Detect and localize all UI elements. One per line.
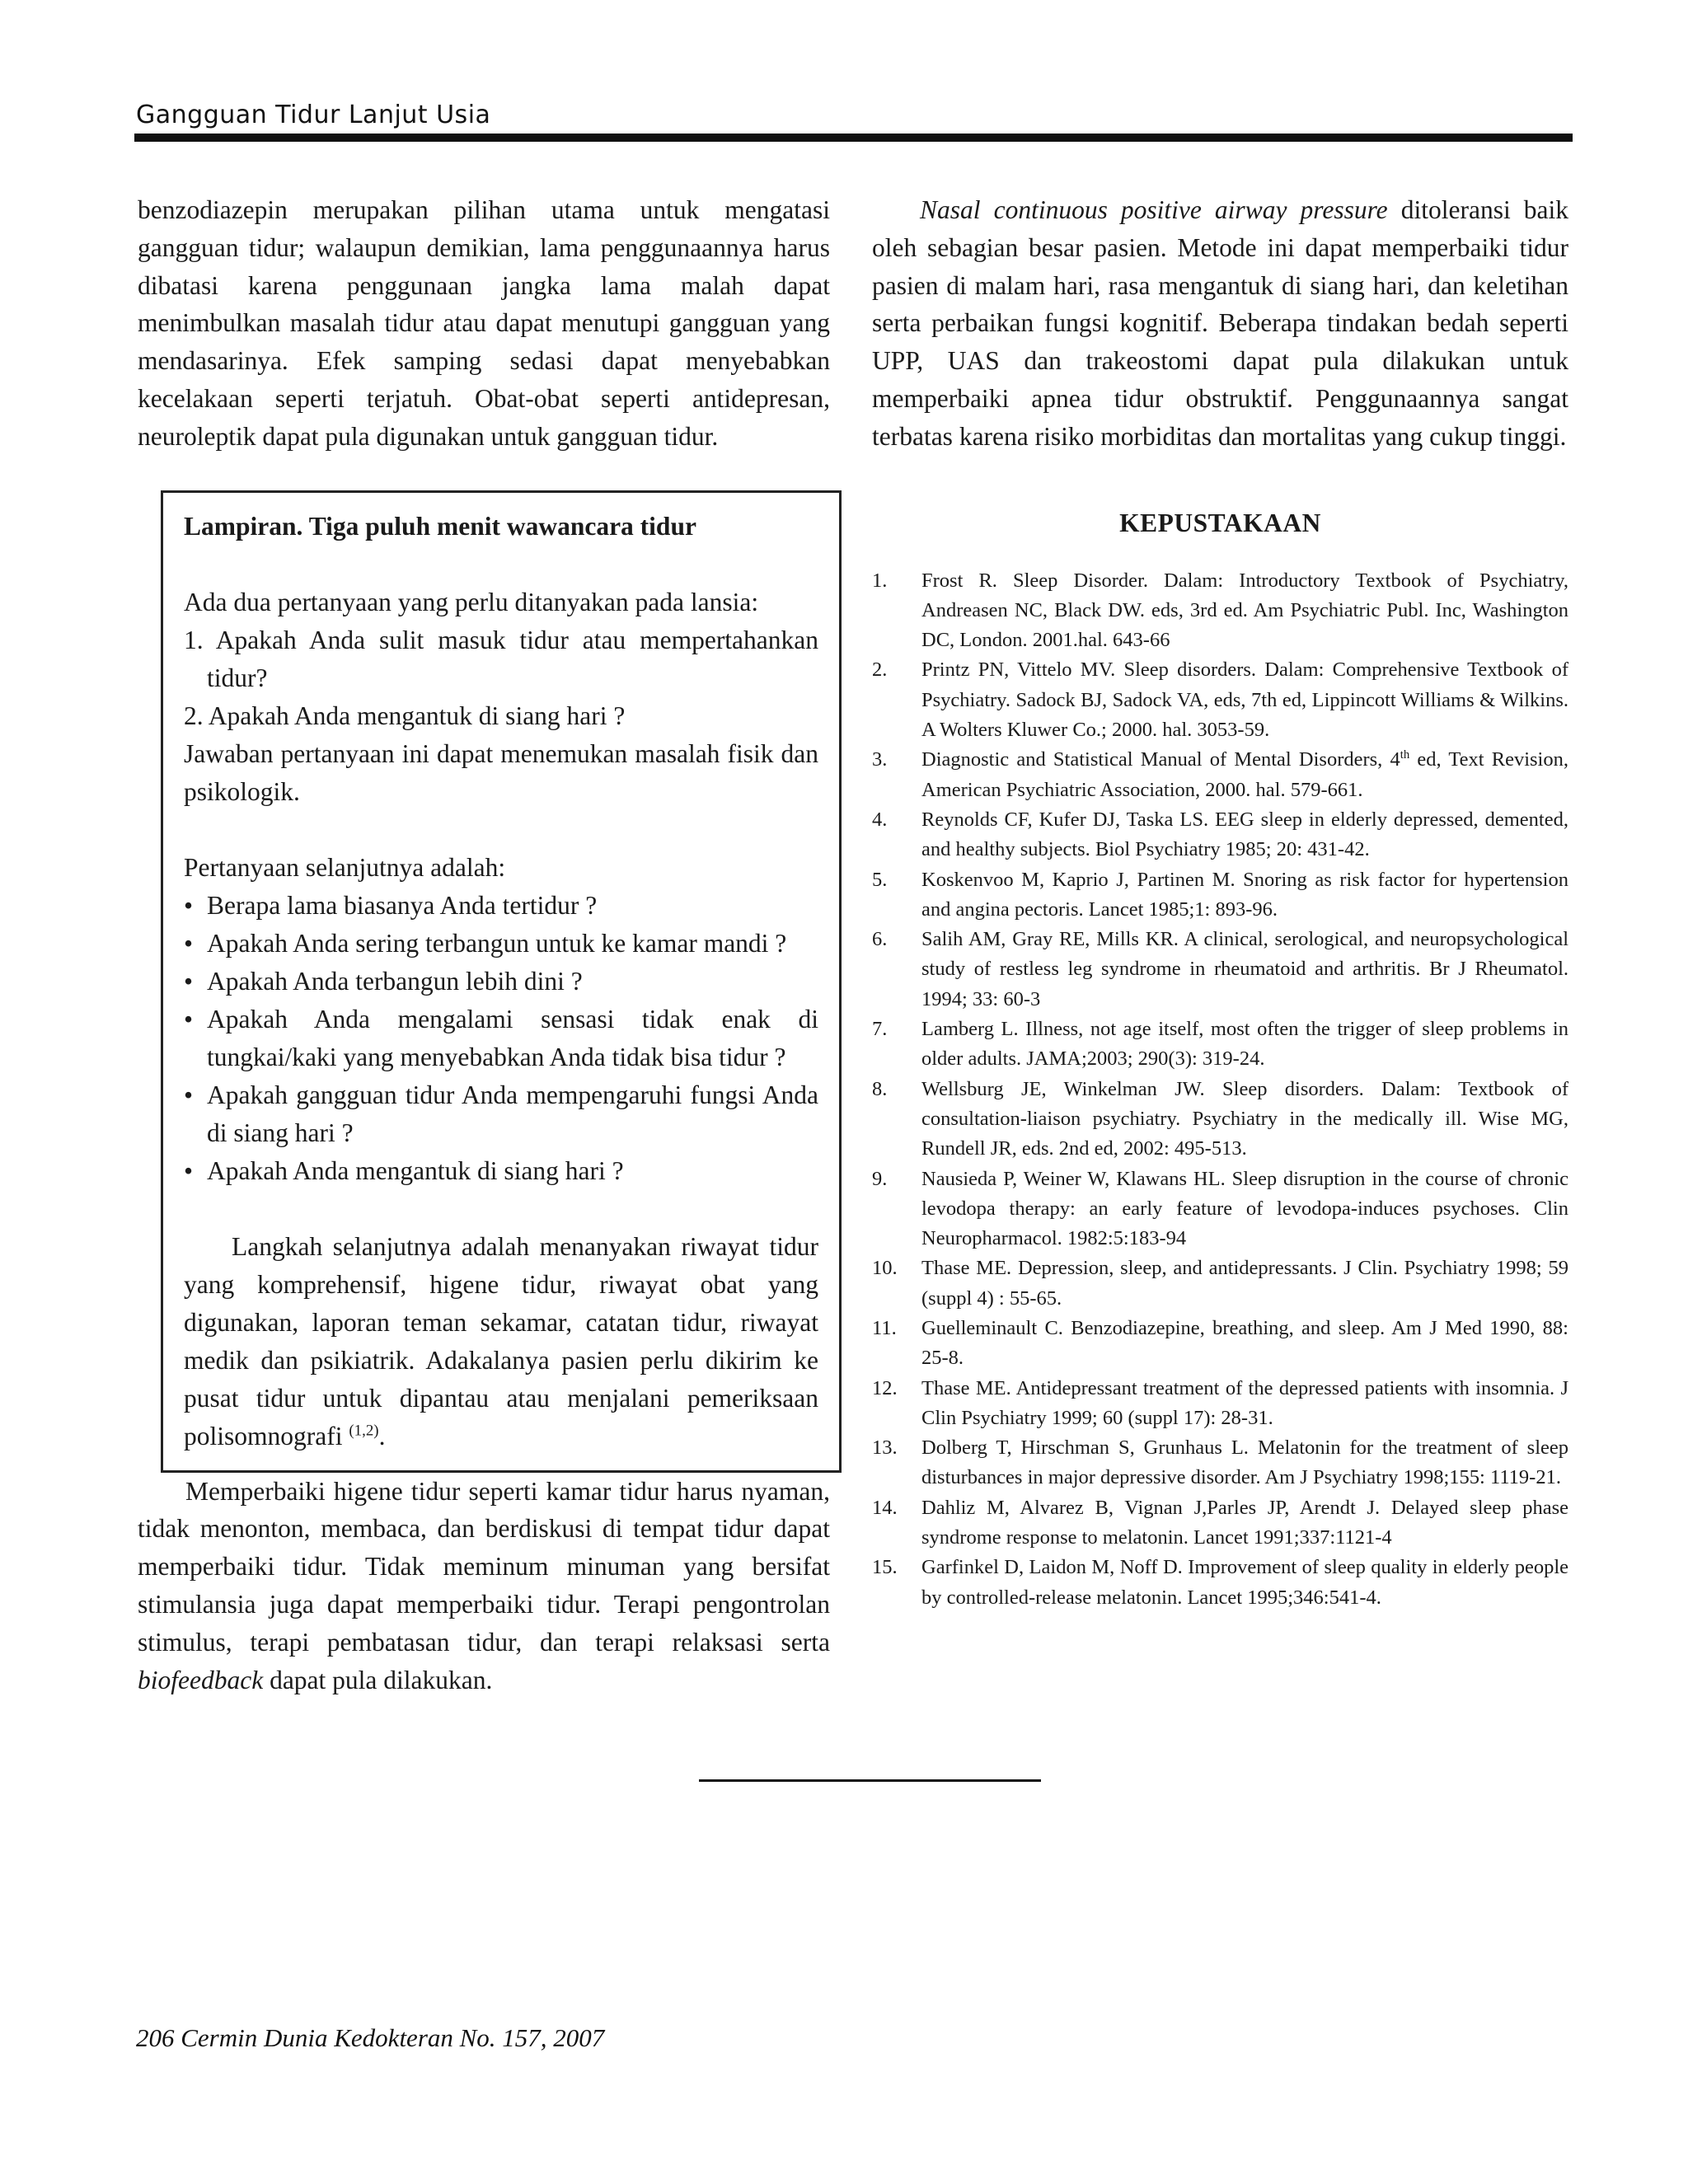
reference-text: Thase ME. Depression, sleep, and antidepressants. J Clin. Psychiatry 1998; 59 (suppl 4) : 55-65. [921,1257,1568,1310]
left-column [138,191,830,1699]
reference-text: Salih AM, Gray RE, Mills KR. A clinical, serological, and neuropsychological study of restless leg syndrome in rheumatoid and arthritis. Br J Rheumatol. 1994; 33: 60-3 [921,928,1568,1010]
ref3-superscript: th [1400,748,1410,762]
bullet-icon: • [184,1080,194,1109]
reference-number: 5. [872,868,888,891]
paragraph-benzodiazepin: benzodiazepin merupakan pilihan utama untuk mengatasi gangguan tidur; walaupun demikian, lama penggunaannya harus dibatasi karena penggunaan jangka lama malah dapat menimbulkan masalah tidur atau dapat menutupi gangguan yang mendasarinya. Efek samping sedasi dapat menyebabkan kecelakaan seperti terjatuh. Obat-obat seperti antidepresan, neuroleptik dapat pula digunakan untuk gangguan tidur. [138,195,830,451]
question-2: 2. Apakah Anda mengantuk di siang hari ? [184,701,626,730]
reference-number: 14. [872,1496,898,1519]
reference-number: 13. [872,1436,898,1460]
reference-item [872,1015,1568,1075]
closing-text: Langkah selanjutnya adalah menanyakan riwayat tidur yang komprehensif, higene tidur, riwayat obat yang digunakan, laporan teman sekamar, catatan tidur, riwayat medik dan psikiatrik. Adakalanya pasien perlu dikirim ke pusat tidur untuk dipantau atau menjalani pemeriksaan polisomnografi [184,1231,818,1451]
reference-text: Koskenvoo M, Kaprio J, Partinen M. Snoring as risk factor for hypertension and angina pectoris. Lancet 1985;1: 893-96. [921,868,1568,921]
para2-text-a: Memperbaiki higene tidur seperti kamar tidur harus nyaman, tidak menonton, membaca, dan berdiskusi di tempat tidur dapat memperbaiki tidur. Tidak meminum minuman yang bersifat stimulansia juga dapat memperbaiki tidur. Terapi pengontrolan stimulus, terapi pembatasan tidur, dan terapi relaksasi serta [138,1476,830,1657]
paragraph-sleep-hygiene [138,1473,830,1699]
reference-item [872,745,1568,805]
reference-item [872,1433,1568,1493]
follow-up-question-list [184,887,818,1190]
appendix-closing-paragraph [184,1228,818,1455]
reference-text: Wellsburg JE, Winkelman JW. Sleep disorders. Dalam: Textbook of consultation-liaison psychiatry. Psychiatry in the medically ill. Wise MG, Rundell JR, eds. 2nd ed, 2002: 495-513. [921,1077,1568,1160]
reference-item [872,925,1568,1015]
reference-number: 1. [872,569,888,592]
reference-number: 15. [872,1556,898,1579]
reference-number: 10. [872,1257,898,1280]
reference-item [872,1075,1568,1165]
reference-text: Lamberg L. Illness, not age itself, most often the trigger of sleep problems in older adults. JAMA;2003; 290(3): 319-24. [921,1018,1568,1071]
reference-text: Printz PN, Vittelo MV. Sleep disorders. Dalam: Comprehensive Textbook of Psychiatry. Sadock BJ, Sadock VA, eds, 7th ed, Lippincott Williams & Wilkins. A Wolters Kluwer Co.; 2000. hal. 3053-59. [921,658,1568,742]
reference-number: 4. [872,808,888,831]
right-column [872,191,1568,1613]
reference-item [872,1314,1568,1374]
list-item-text: Berapa lama biasanya Anda tertidur ? [207,890,598,920]
reference-text [921,748,1568,800]
reference-item [872,1553,1568,1613]
reference-item [872,805,1568,865]
ref3-text-b: ed, Text Revision, American Psychiatric Association, 2000. hal. 579-661. [921,748,1568,801]
reference-item [872,1254,1568,1314]
reference-text: Dolberg T, Hirschman S, Grunhaus L. Melatonin for the treatment of sleep disturbances in major depressive disorder. Am J Psychiatry 1998;155: 1119-21. [921,1436,1568,1489]
bullet-icon: • [184,1155,194,1185]
list-item-text: Apakah Anda terbangun lebih dini ? [207,966,583,996]
reference-text: Garfinkel D, Laidon M, Noff D. Improvement of sleep quality in elderly people by controlled-release melatonin. Lancet 1995;346:541-4. [921,1556,1568,1609]
paragraph-ncpap [872,191,1568,456]
header-rule [134,134,1573,142]
appendix-intro: Ada dua pertanyaan yang perlu ditanyakan pada lansia: [184,587,759,616]
reference-number: 12. [872,1376,898,1399]
list-item [184,887,818,925]
spacer [184,1190,818,1228]
reference-number: 6. [872,928,888,951]
reference-number: 8. [872,1077,888,1100]
question-1: 1. Apakah Anda sulit masuk tidur atau mempertahankan tidur? [184,625,818,692]
bullet-icon: • [184,890,194,920]
reference-list [872,566,1568,1613]
spacer [184,811,818,849]
reference-item [872,1374,1568,1434]
list-item [184,1076,818,1152]
reference-text: Dahliz M, Alvarez B, Vignan J,Parles JP, Arendt J. Delayed sleep phase syndrome response to melatonin. Lancet 1991;337:1121-4 [921,1496,1568,1549]
list-item [184,925,818,963]
citation: (1,2) [349,1422,379,1440]
page-footer: 206 Cermin Dunia Kedokteran No. 157, 2007 [136,2023,605,2052]
reference-item [872,865,1568,926]
appendix-title: Lampiran. Tiga puluh menit wawancara tidur [184,511,696,541]
list-item-text: Apakah Anda mengantuk di siang hari ? [207,1155,624,1185]
reference-number: 11. [872,1317,897,1339]
para2-emphasis: biofeedback [138,1665,264,1694]
para2-text-b: dapat pula dilakukan. [263,1665,493,1694]
bullet-icon: • [184,928,194,958]
answer-note: Jawaban pertanyaan ini dapat menemukan masalah fisik dan psikologik. [184,738,818,806]
bullet-icon: • [184,1004,194,1033]
list-item-text: Apakah Anda sering terbangun untuk ke kamar mandi ? [207,928,787,958]
list-item [184,1001,818,1076]
reference-number: 7. [872,1018,888,1041]
next-questions-intro: Pertanyaan selanjutnya adalah: [184,852,506,882]
references-heading: KEPUSTAKAAN [1119,508,1321,537]
list-item-text: Apakah gangguan tidur Anda mempengaruhi fungsi Anda di siang hari ? [207,1080,818,1147]
end-of-article-rule [699,1779,1041,1782]
reference-number: 3. [872,748,888,771]
list-item-text: Apakah Anda mengalami sensasi tidak enak di tungkai/kaki yang menyebabkan Anda tidak bisa tidur ? [207,1004,818,1071]
reference-item [872,566,1568,656]
ncpap-term: Nasal continuous positive airway pressure [920,195,1388,224]
running-head-title: Gangguan Tidur Lanjut Usia [136,101,491,129]
reference-item [872,1165,1568,1254]
reference-text: Nausieda P, Weiner W, Klawans HL. Sleep disruption in the course of chronic levodopa therapy: an early feature of levodopa-induces psychoses. Clin Neuropharmacol. 1982:5:183-94 [921,1167,1568,1250]
reference-item [872,1493,1568,1554]
ref3-text-a: Diagnostic and Statistical Manual of Mental Disorders, 4 [921,748,1400,771]
appendix-box [161,490,842,1473]
reference-item [872,655,1568,745]
reference-text: Thase ME. Antidepressant treatment of the depressed patients with insomnia. J Clin Psychiatry 1999; 60 (suppl 17): 28-31. [921,1376,1568,1429]
reference-number: 2. [872,658,888,682]
list-item [184,963,818,1001]
bullet-icon: • [184,966,194,996]
closing-period: . [378,1421,386,1451]
reference-text: Frost R. Sleep Disorder. Dalam: Introductory Textbook of Psychiatry, Andreasen NC, Black DW. eds, 3rd ed. Am Psychiatric Publ. Inc, Washington DC, London. 2001.hal. 643-66 [921,569,1568,652]
reference-number: 9. [872,1167,888,1190]
ncpap-text: ditoleransi baik oleh sebagian besar pasien. Metode ini dapat memperbaiki tidur pasien di malam hari, rasa mengantuk di siang hari, dan keletihan serta perbaikan fungsi kognitif. Beberapa tindakan bedah seperti UPP, UAS dan trakeostomi dapat pula dilakukan untuk memperbaiki apnea tidur obstruktif. Penggunaannya sangat terbatas karena risiko morbiditas dan mortalitas yang cukup tinggi. [872,195,1569,451]
reference-text: Reynolds CF, Kufer DJ, Taska LS. EEG sleep in elderly depressed, demented, and healthy subjects. Biol Psychiatry 1985; 20: 431-42. [921,808,1568,861]
reference-text: Guelleminault C. Benzodiazepine, breathing, and sleep. Am J Med 1990, 88: 25-8. [921,1317,1568,1370]
list-item [184,1152,818,1190]
